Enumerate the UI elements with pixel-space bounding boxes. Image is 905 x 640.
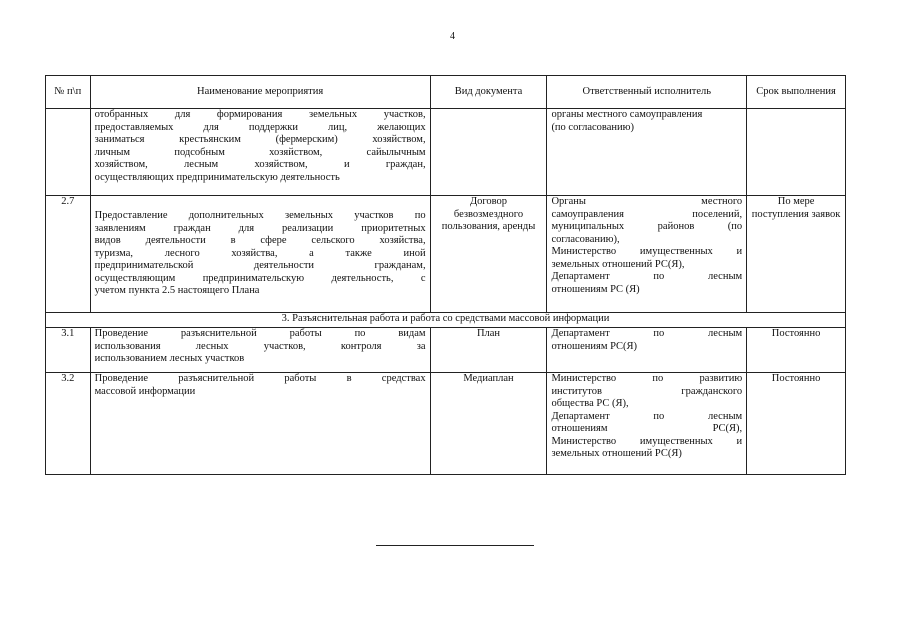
text-line: Министерство имущественных и	[551, 435, 743, 447]
table-row	[46, 109, 846, 196]
row-responsible	[547, 328, 747, 373]
text-line: муниципальных районов (по	[551, 221, 743, 232]
row-deadline: По мере поступления заявок	[747, 196, 846, 313]
text-line: заниматься крестьянским (фермерским) хозяйством,	[94, 134, 426, 145]
row-number: 3.2	[46, 373, 91, 475]
row-responsible	[547, 109, 747, 196]
text-line: осуществляющим предпринимательскую деятельность, с	[94, 272, 426, 284]
text-line: Проведение разъяснительной работы в средствах	[94, 373, 426, 384]
text-line: использованием лесных участков	[94, 353, 245, 364]
row-event-name	[90, 109, 430, 196]
plan-table	[45, 75, 846, 475]
text-line: земельных отношений РС(Я),	[551, 258, 685, 270]
row-document-type: Договор безвозмездного пользования, аренды	[430, 196, 547, 313]
text-line: предоставляемых для поддержки лиц, желающих	[94, 121, 426, 133]
text-line: отношениям РС (Я)	[551, 283, 640, 295]
text-line: Департамент по лесным	[551, 328, 743, 339]
text-line: Органы местного	[551, 196, 743, 207]
text-line: хозяйством, лесным хозяйством, и граждан,	[94, 159, 426, 170]
row-deadline	[747, 109, 846, 196]
row-document-type	[430, 109, 547, 196]
table-row	[46, 373, 846, 475]
row-document-type: Медиаплан	[430, 373, 547, 475]
text-line: предпринимательской деятельности гражданам,	[94, 260, 426, 272]
text-line: земельных отношений РС(Я)	[551, 448, 682, 459]
text-line: (по согласованию)	[551, 121, 634, 133]
text-line: самоуправления поселений,	[551, 208, 743, 220]
row-deadline: Постоянно	[747, 328, 846, 373]
row-responsible	[547, 373, 747, 475]
text-line: Департамент по лесным	[551, 410, 743, 422]
text-line: Министерство имущественных и	[551, 246, 743, 257]
text-line: отобранных для формирования земельных участков,	[94, 109, 426, 120]
table-header-row	[46, 76, 846, 109]
table-row	[46, 196, 846, 313]
row-number	[46, 109, 91, 196]
text-line: использования лесных участков, контроля за	[94, 340, 426, 352]
text-line: органы местного самоуправления	[551, 109, 703, 120]
text-line: учетом пункта 2.5 настоящего Плана	[94, 285, 260, 297]
text-line: институтов гражданского	[551, 385, 743, 397]
header-responsible: Ответственный исполнитель	[547, 76, 747, 109]
text-line: заявлениям граждан для реализации приоритетных	[94, 222, 426, 234]
text-line: Департамент по лесным	[551, 271, 743, 282]
section-row	[46, 313, 846, 328]
text-line: осуществляющих предпринимательскую деятельность	[94, 171, 340, 183]
row-responsible	[547, 196, 747, 313]
text-line: массовой информации	[94, 385, 196, 397]
row-event-name	[90, 328, 430, 373]
text-line: согласованию),	[551, 233, 620, 245]
text-line: видов деятельности в сфере сельского хозяйства,	[94, 235, 426, 247]
text-line: Предоставление дополнительных земельных участков по	[94, 210, 426, 222]
row-event-name	[90, 196, 430, 313]
page-number: 4	[450, 31, 455, 42]
header-number: № п\п	[46, 76, 91, 109]
text-line: Министерство по развитию	[551, 373, 743, 384]
section-title: 3. Разъяснительная работа и работа со средствами массовой информации	[46, 313, 846, 328]
row-number: 3.1	[46, 328, 91, 373]
row-event-name	[90, 373, 430, 475]
text-line: отношениям РС(Я)	[551, 340, 638, 352]
row-deadline: Постоянно	[747, 373, 846, 475]
header-deadline: Срок выполнения	[747, 76, 846, 109]
text-line: Проведение разъяснительной работы по видам	[94, 328, 426, 339]
header-event-name: Наименование мероприятия	[90, 76, 430, 109]
row-document-type: План	[430, 328, 547, 373]
row-number: 2.7	[46, 196, 91, 313]
text-line: общества РС (Я),	[551, 398, 629, 409]
text-line: туризма, лесного хозяйства, а также иной	[94, 247, 426, 259]
text-line: личным подсобным хозяйством, сайылычным	[94, 146, 426, 158]
table-row	[46, 328, 846, 373]
header-document-type: Вид документа	[430, 76, 547, 109]
text-line: отношениям РС(Я),	[551, 423, 743, 434]
footer-divider	[376, 545, 534, 546]
